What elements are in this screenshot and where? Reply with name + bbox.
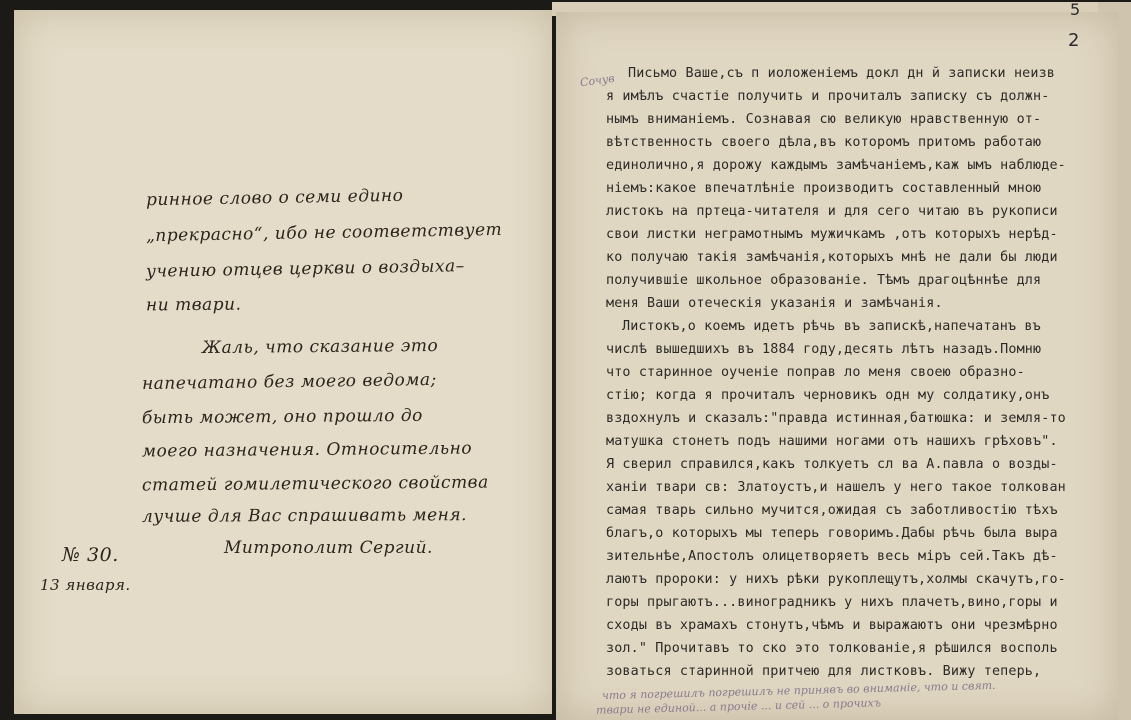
letter-line: учению отцев церкви о воздыха– bbox=[145, 256, 465, 282]
typed-line: листокъ на пртеца-читателя и для сего читаю въ рукописи bbox=[606, 204, 1058, 219]
margin-note: Сочув bbox=[579, 71, 616, 90]
typed-line: самая тварь сильно мучится,ожидая съ заботливостiю тѣхъ bbox=[606, 503, 1058, 518]
pencil-annotation: твари не единой... а прочiе ... и сей ... о прочихъ bbox=[595, 696, 882, 717]
typed-line: вѣтственность своего дѣла,въ которомъ притомъ работаю bbox=[606, 135, 1042, 150]
typed-line: Письмо Ваше,съ п иоложенiемъ докл дн й записки неизв bbox=[628, 66, 1056, 81]
typed-line: лаютъ пророки: у нихъ рѣки рукоплещутъ,холмы скачутъ,го- bbox=[606, 572, 1066, 587]
typed-line: зол." Прочитавъ то ско это толкованiе,я рѣшился восполь bbox=[606, 641, 1058, 656]
letter-line: ни твари. bbox=[145, 294, 242, 316]
typed-line: сходы въ храмахъ стонутъ,чѣмъ и выражаютъ они чрезмѣрно bbox=[606, 618, 1058, 633]
typed-line: я имѣлъ счастiе получить и прочиталъ записку съ должн- bbox=[606, 89, 1050, 104]
letter-line: Жаль, что сказание это bbox=[201, 335, 439, 359]
typed-line: зительнѣе,Апостолъ олицетворяетъ весь мiръ сей.Такъ дѣ- bbox=[606, 549, 1058, 564]
letter-line: ринное слово о семи едино bbox=[145, 185, 404, 211]
typed-line: единолично,я дорожу каждымъ замѣчанiемъ,каж ымъ наблюде- bbox=[606, 158, 1066, 173]
letter-line: моего назначения. Относительно bbox=[141, 438, 473, 462]
typed-line: благъ,о которыхъ мы теперь говоримъ.Дабы рѣчь была выра bbox=[606, 526, 1058, 541]
typed-line: стiю; когда я прочиталъ черновикъ одн му солдатику,онъ bbox=[606, 388, 1050, 403]
typed-line: ханiи твари св: Златоустъ,и нашелъ у него такое толкован bbox=[606, 480, 1066, 495]
typed-line: что старинное оученiе поправ ло меня своею образно- bbox=[606, 365, 1025, 380]
typed-line: нымъ вниманiемъ. Сознавая сю великую нравственную от- bbox=[606, 112, 1042, 127]
typed-line: ко получаю такiя замѣчанiя,которыхъ мнѣ не дали бы люди bbox=[606, 250, 1058, 265]
pencil-annotation: что я погрешилъ погрешилъ не принявъ во вниманiе, что и свят. bbox=[601, 678, 996, 703]
letter-line: „прекрасно“, ибо не соответствует bbox=[145, 219, 503, 247]
page-number: 2 bbox=[1068, 30, 1080, 51]
typed-line: вздохнулъ и сказалъ:"правда истинная,батюшка: и земля-то bbox=[606, 411, 1066, 426]
typed-line: числѣ вышедшихъ въ 1884 году,десять лѣтъ назадъ.Помню bbox=[606, 342, 1042, 357]
handwritten-letter-page bbox=[14, 10, 552, 714]
typed-line: свои листки неграмотнымъ мужичкамъ ,отъ которыхъ нерѣд- bbox=[606, 227, 1058, 242]
typed-line: горы прыгаютъ...виноградникъ у нихъ плачетъ,вино,горы и bbox=[606, 595, 1058, 610]
letter-line: быть может, оно прошло до bbox=[141, 405, 423, 429]
typed-line: получившiе школьное образованiе. Тѣмъ драгоцѣннѣе для bbox=[606, 273, 1042, 288]
typed-line: нiемъ:какое впечатлѣнiе производитъ составленный мною bbox=[606, 181, 1042, 196]
typed-line: матушка стонетъ подъ нашими ногами отъ нашихъ грѣховъ". bbox=[606, 434, 1058, 449]
typewritten-page bbox=[556, 0, 1118, 720]
letter-number: № 30. bbox=[62, 544, 119, 566]
typed-line: зоваться старинной притчею для листковъ. Вижу теперь, bbox=[606, 664, 1042, 679]
letter-line: напечатано без моего ведома; bbox=[141, 369, 437, 395]
typed-line: Листокъ,о коемъ идетъ рѣчь въ запискѣ,напечатанъ въ bbox=[622, 319, 1041, 334]
letter-line: статей гомилетического свойства bbox=[141, 472, 489, 496]
letter-line: лучше для Вас спрашивать меня. bbox=[141, 505, 468, 527]
letter-date: 13 января. bbox=[40, 576, 131, 594]
typed-line: меня Ваши отеческiя указанiя и замѣчанiя. bbox=[606, 296, 943, 311]
corner-mark: 5 bbox=[1070, 0, 1081, 19]
typed-line: Я сверил справился,какъ толкуетъ сл ва А.павла о возды- bbox=[606, 457, 1058, 472]
signature: Митрополит Сергий. bbox=[224, 538, 433, 558]
